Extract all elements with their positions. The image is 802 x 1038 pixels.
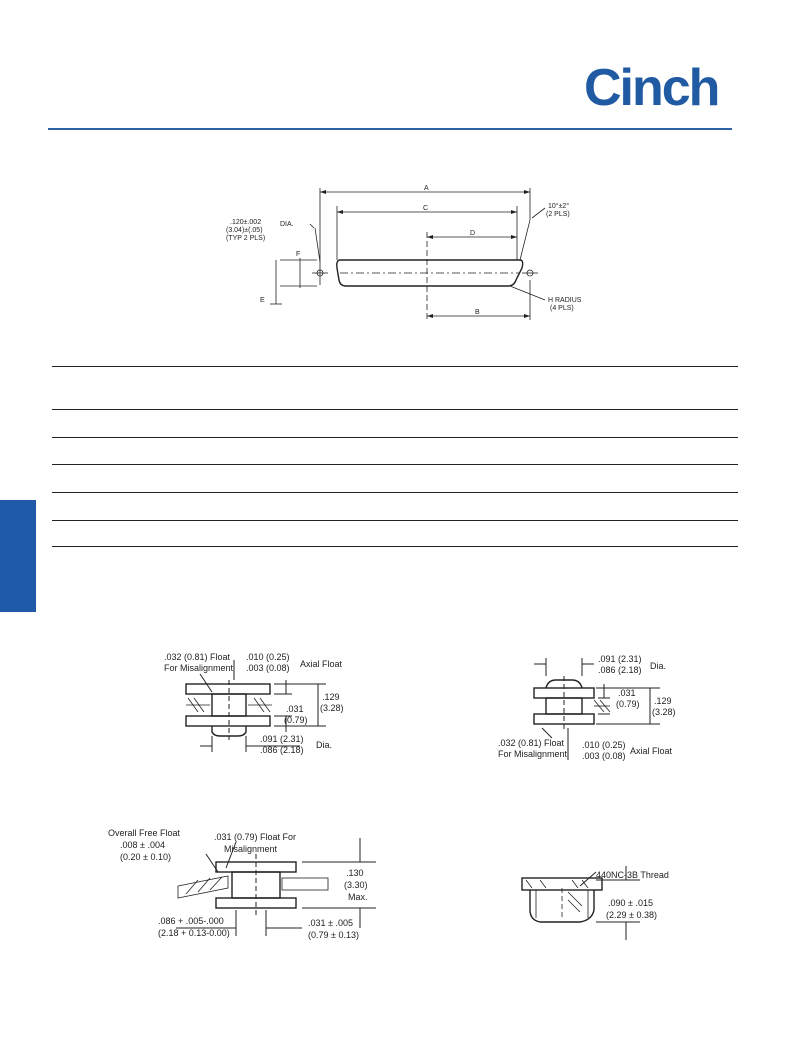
angle-line2: (2 PLS): [546, 211, 570, 218]
cinch-logo: Cinch: [584, 59, 719, 117]
hole-dia-line1: .120±.002: [230, 219, 262, 226]
fig2-float-line1: .032 (0.81) Float: [498, 738, 565, 748]
float-bushing-figure-1: [150, 640, 390, 770]
fig3-thick-line1: .031 ± .005: [308, 918, 353, 928]
fig2-float-line2: For Misalignment: [498, 749, 568, 759]
threaded-insert-figure-4: [516, 862, 696, 942]
fig1-axial-line1: .010 (0.25): [246, 652, 290, 662]
fig3-overall-line1: Overall Free Float: [108, 828, 181, 838]
fig3-height-line3: Max.: [348, 892, 368, 902]
dim-label-d: D: [470, 230, 476, 237]
fig4-height-line2: (2.29 ± 0.38): [606, 910, 657, 920]
fig2-thick-line1: .031: [618, 688, 636, 698]
dim-label-c: C: [423, 205, 429, 212]
fig4-height-line1: .090 ± .015: [608, 898, 653, 908]
table-rule: [52, 437, 738, 438]
fig1-float-line1: .032 (0.81) Float: [164, 652, 231, 662]
fig1-dia-line2: .086 (2.18): [260, 745, 304, 755]
fig1-thick-line1: .031: [286, 704, 304, 714]
fig1-height-line2: (3.28): [320, 703, 344, 713]
dim-label-f: F: [296, 251, 301, 258]
hole-dia-line2: (3.04)±(.05): [226, 227, 263, 234]
angle-line1: 10°±2°: [548, 203, 570, 210]
dim-label-e: E: [260, 297, 265, 304]
table-rule: [52, 492, 738, 493]
header-rule: [48, 128, 732, 130]
fig4-thread-label: 440NC-3B Thread: [596, 870, 669, 880]
fig2-dia-line2: .086 (2.18): [598, 665, 642, 675]
dim-label-b: B: [475, 309, 480, 316]
float-bushing-figure-2: [490, 648, 700, 770]
fig3-float-line2: Misalignment: [224, 844, 278, 854]
fig2-axial-label: Axial Float: [630, 746, 673, 756]
hole-dia-tag: DIA.: [280, 221, 294, 228]
radius-line1: H RADIUS: [548, 297, 582, 304]
table-rule: [52, 366, 738, 367]
fig1-axial-line2: .003 (0.08): [246, 663, 290, 673]
table-rule: [52, 409, 738, 410]
fig1-thick-line2: (0.79): [284, 715, 308, 725]
fig3-thick-line2: (0.79 ± 0.13): [308, 930, 359, 940]
fig2-dia-line1: .091 (2.31): [598, 654, 642, 664]
dim-label-a: A: [424, 185, 429, 192]
table-rule: [52, 520, 738, 521]
fig2-axial-line2: .003 (0.08): [582, 751, 626, 761]
fig1-dia-label: Dia.: [316, 740, 333, 750]
fig3-dia-line1: .086 + .005-.000: [158, 916, 224, 926]
section-side-tab: [0, 500, 36, 612]
fig3-height-line1: .130: [346, 868, 364, 878]
fig2-dia-label: Dia.: [650, 661, 667, 671]
radius-line2: (4 PLS): [550, 305, 574, 312]
free-float-figure-3: [106, 824, 396, 948]
fig3-height-line2: (3.30): [344, 880, 368, 890]
fig1-float-line2: For Misalignment: [164, 663, 234, 673]
fig2-height-line2: (3.28): [652, 707, 676, 717]
fig3-dia-line2: (2.18 + 0.13-0.00): [158, 928, 230, 938]
fig1-height-line1: .129: [322, 692, 340, 702]
hole-dia-line3: (TYP 2 PLS): [226, 235, 266, 242]
table-rule: [52, 546, 738, 547]
fig2-thick-line2: (0.79): [616, 699, 640, 709]
fig3-overall-line3: (0.20 ± 0.10): [120, 852, 171, 862]
fig1-dia-line1: .091 (2.31): [260, 734, 304, 744]
fig3-overall-line2: .008 ± .004: [120, 840, 165, 850]
fig3-float-line1: .031 (0.79) Float For: [214, 832, 297, 842]
table-rule: [52, 464, 738, 465]
shell-outline-drawing: [220, 180, 600, 330]
fig1-axial-label: Axial Float: [300, 659, 343, 669]
fig2-height-line1: .129: [654, 696, 672, 706]
fig2-axial-line1: .010 (0.25): [582, 740, 626, 750]
